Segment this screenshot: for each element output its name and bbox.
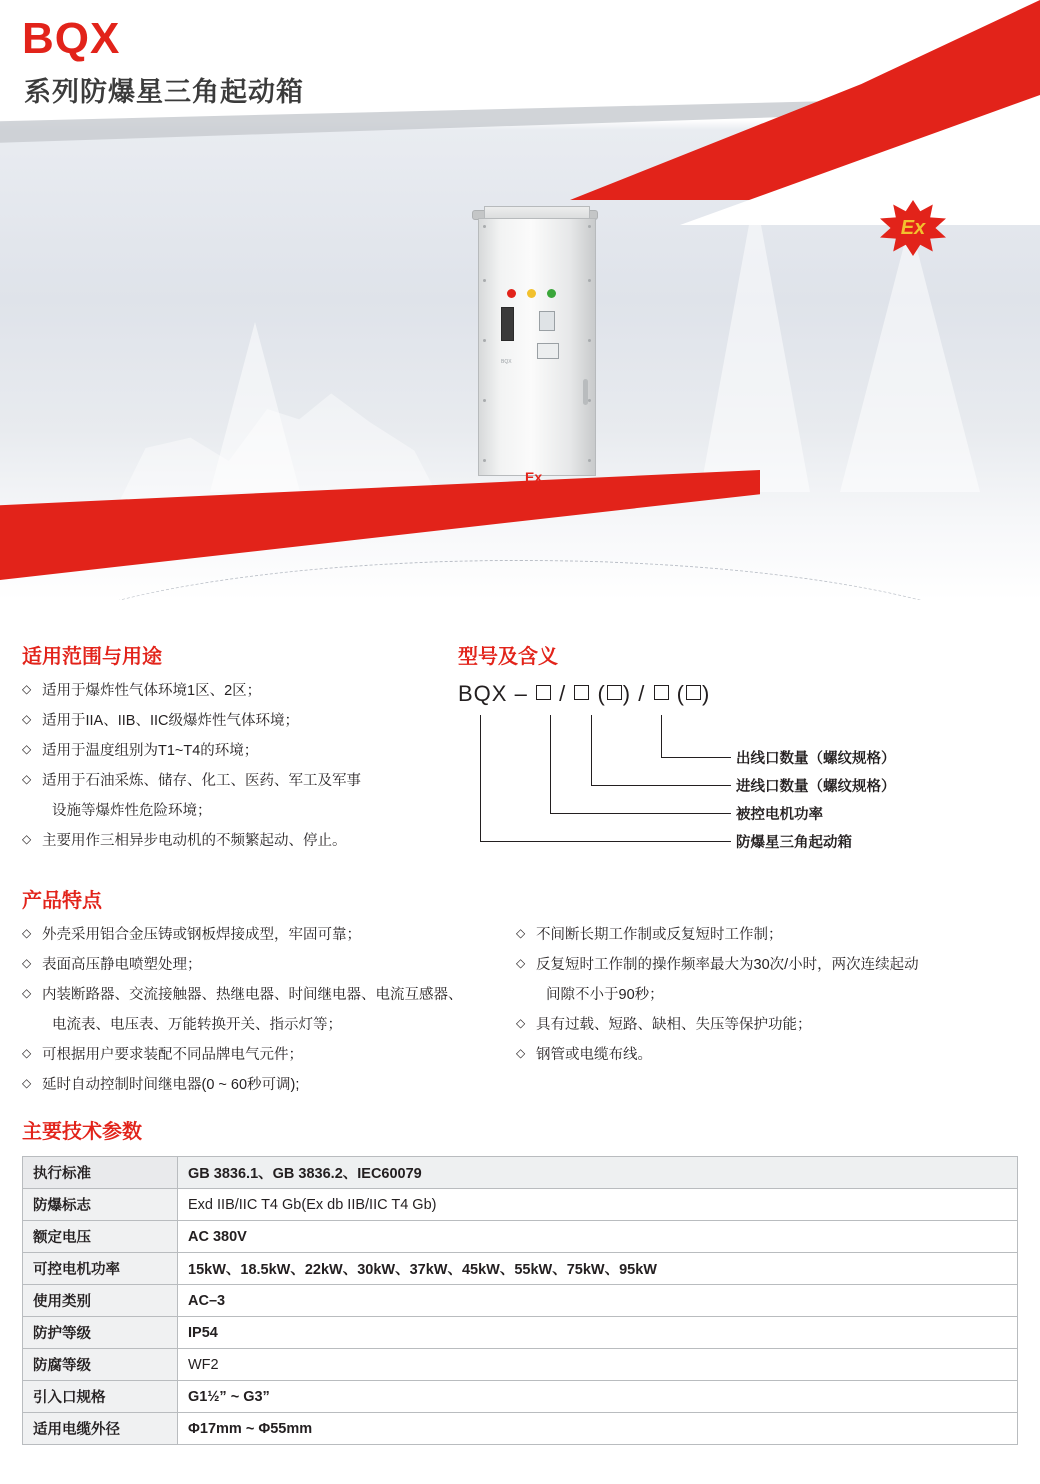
features-title: 产品特点 (22, 890, 102, 912)
document-content (0, 640, 1040, 1445)
leader-label-series: 防爆星三角起动箱 (736, 835, 852, 851)
scope-title: 适用范围与用途 (22, 646, 162, 668)
scope-section (0, 640, 440, 896)
features-list-right (516, 925, 1000, 1066)
specs-section (0, 1115, 1040, 1445)
list-item: ◇ 外壳采用铝合金压铸或钢板焊接成型，牢固可靠； (22, 925, 500, 946)
spec-value: IP54 (178, 1317, 1018, 1349)
spec-value: AC 380V (178, 1221, 1018, 1253)
spec-key: 可控电机功率 (23, 1253, 178, 1285)
spec-value: Exd IIB/IIC T4 Gb(Ex db IIB/IIC T4 Gb) (178, 1189, 1018, 1221)
table-row (23, 1189, 1018, 1221)
leader-label-power: 被控电机功率 (736, 807, 823, 823)
list-item: ◇ 延时自动控制时间继电器(0 ~ 60秒可调); (22, 1075, 500, 1096)
leader-label-outlet: 出线口数量（螺纹规格） (736, 751, 896, 767)
list-item-continuation: 间隙不小于90秒； (546, 987, 664, 1004)
ex-badge (880, 200, 946, 256)
leader-line-4-h (480, 841, 731, 842)
nameplate: BQX (501, 359, 512, 365)
list-item: ◇ 主要用作三相异步电动机的不频繁起动、停止。 (22, 831, 440, 852)
specs-title: 主要技术参数 (22, 1121, 142, 1144)
model-code-box-3 (607, 685, 622, 700)
model-section (440, 640, 1020, 896)
spec-key: 防爆标志 (23, 1189, 178, 1221)
operating-handle (501, 307, 514, 341)
list-item: ◇ 适用于温度组别为T1~T4的环境； (22, 741, 440, 762)
features-column-right (500, 925, 1000, 1105)
spec-value: GB 3836.1、GB 3836.2、IEC60079 (178, 1157, 1018, 1189)
leader-line-1 (661, 715, 662, 757)
spec-key: 执行标准 (23, 1157, 178, 1189)
list-item: ◇ 适用于IIA、IIB、IIC级爆炸性气体环境； (22, 711, 440, 732)
model-code-box-5 (686, 685, 701, 700)
table-row (23, 1317, 1018, 1349)
paren-open-1: ( (597, 681, 606, 706)
leader-line-1-h (661, 757, 731, 758)
list-item: ◇ 可根据用户要求装配不同品牌电气元件； (22, 1045, 500, 1066)
spec-key: 适用电缆外径 (23, 1413, 178, 1445)
cabinet-body (478, 218, 596, 485)
leader-line-2 (591, 715, 592, 785)
spec-value: AC–3 (178, 1285, 1018, 1317)
table-row (23, 1221, 1018, 1253)
ammeter (539, 311, 555, 331)
indicator-lamp-green (547, 289, 556, 298)
table-row (23, 1349, 1018, 1381)
model-title: 型号及含义 (458, 646, 558, 668)
leader-line-2-h (591, 785, 731, 786)
leader-line-3 (550, 715, 551, 813)
specs-table (22, 1156, 1018, 1445)
page-title: 系列防爆星三角起动箱 (24, 77, 304, 107)
table-row (23, 1413, 1018, 1445)
product-ex-mark: Ex (525, 469, 543, 485)
table-row (23, 1381, 1018, 1413)
spec-key: 防护等级 (23, 1317, 178, 1349)
paren-close-2: ) (701, 681, 711, 706)
table-row (23, 1285, 1018, 1317)
table-row (23, 1253, 1018, 1285)
list-item: ◇ 适用于石油采炼、储存、化工、医药、军工及军事 (22, 771, 440, 792)
model-code-sep-2: / (638, 681, 646, 706)
spec-value: Φ17mm ~ Φ55mm (178, 1413, 1018, 1445)
model-code-box-1 (536, 685, 551, 700)
list-item-continuation: 设施等爆炸性危险环境； (52, 803, 212, 820)
spec-key: 引入口规格 (23, 1381, 178, 1413)
model-code-dash: – (514, 681, 528, 706)
list-item: ◇ 表面高压静电喷塑处理； (22, 955, 500, 976)
derrick-silhouette-3 (840, 222, 980, 492)
list-item: ◇ 具有过载、短路、缺相、失压等保护功能； (516, 1015, 1000, 1036)
paren-close-1: ) (622, 681, 632, 706)
indicator-lamp-red (507, 289, 516, 298)
voltmeter (537, 343, 559, 359)
product-photo (470, 190, 600, 485)
leader-line-4 (480, 715, 481, 841)
indicator-lamp-yellow (527, 289, 536, 298)
leader-label-inlet: 进线口数量（螺纹规格） (736, 779, 896, 795)
model-code-sep-1: / (559, 681, 567, 706)
list-item: ◇ 不间断长期工作制或反复短时工作制； (516, 925, 1000, 946)
spec-value: WF2 (178, 1349, 1018, 1381)
scope-and-model-row (0, 640, 1040, 896)
model-code-box-4 (654, 685, 669, 700)
hero-banner (0, 0, 1040, 600)
scope-list (22, 681, 440, 852)
spec-value: 15kW、18.5kW、22kW、30kW、37kW、45kW、55kW、75kW、95kW (178, 1253, 1018, 1285)
spec-key: 使用类别 (23, 1285, 178, 1317)
features-column-left (0, 925, 500, 1105)
list-item: ◇ 内装断路器、交流接触器、热继电器、时间继电器、电流互感器、 (22, 985, 500, 1006)
model-code-box-2 (574, 685, 589, 700)
list-item-continuation: 电流表、电压表、万能转换开关、指示灯等； (52, 1017, 342, 1034)
paren-open-2: ( (676, 681, 685, 706)
leader-line-3-h (550, 813, 731, 814)
list-item: ◇ 适用于爆炸性气体环境1区、2区； (22, 681, 440, 702)
features-list-left (22, 925, 500, 1096)
ex-badge-label: Ex (900, 216, 926, 239)
derrick-silhouette-2 (700, 192, 810, 492)
features-section (0, 925, 1040, 1105)
spec-value: G1½” ~ G3” (178, 1381, 1018, 1413)
model-code-prefix: BQX (458, 681, 508, 706)
table-row (23, 1157, 1018, 1189)
spec-key: 防腐等级 (23, 1349, 178, 1381)
list-item: ◇ 反复短时工作制的操作频率最大为30次/小时，两次连续起动 (516, 955, 1000, 976)
spec-key: 额定电压 (23, 1221, 178, 1253)
model-diagram (458, 681, 1020, 896)
list-item: ◇ 钢管或电缆布线。 (516, 1045, 1000, 1066)
model-code (458, 681, 1020, 707)
brand-logo: BQX (22, 14, 121, 63)
